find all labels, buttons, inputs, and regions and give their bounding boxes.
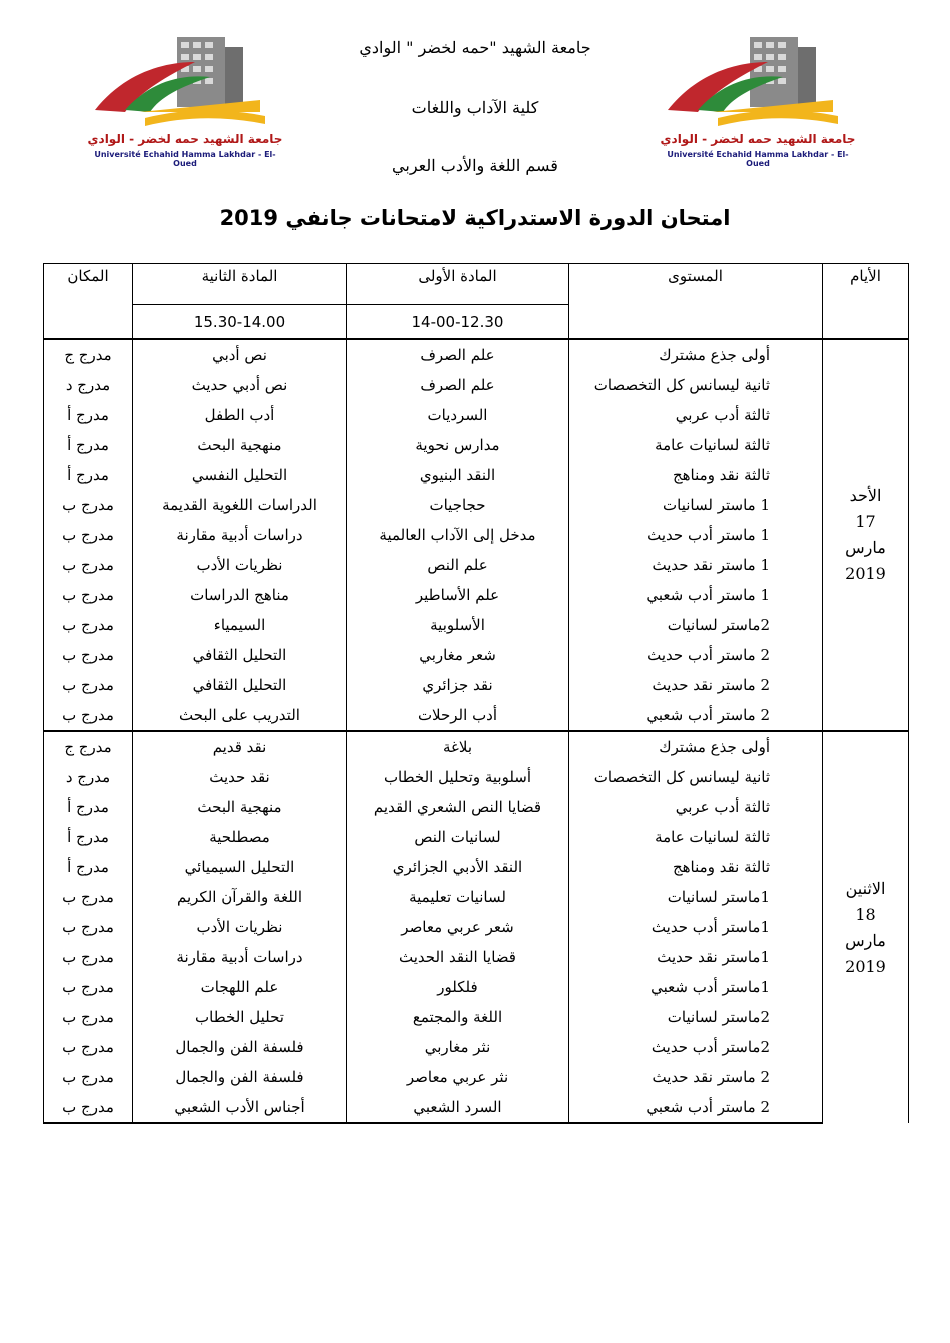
place-cell: مدرج ب bbox=[44, 670, 133, 700]
table-row bbox=[44, 460, 909, 490]
table-row bbox=[44, 822, 909, 852]
day-cell bbox=[823, 339, 909, 731]
time-subject1: 14-00-12.30 bbox=[347, 305, 569, 340]
table-row bbox=[44, 520, 909, 550]
subject1-cell: النقد البنيوي bbox=[347, 460, 569, 490]
place-cell: مدرج ب bbox=[44, 700, 133, 731]
faculty-name: كلية الآداب واللغات bbox=[411, 98, 539, 117]
table-row bbox=[44, 640, 909, 670]
logo-caption-fr: Université Echahid Hamma Lakhdar - El-Oued bbox=[667, 150, 849, 168]
subject2-cell: التحليل الثقافي bbox=[133, 670, 347, 700]
table-row bbox=[44, 792, 909, 822]
logo-caption-ar: جامعة الشهيد حمه لخضر - الوادي bbox=[87, 132, 283, 146]
level-cell: 2 ماستر أدب حديث bbox=[569, 640, 823, 670]
level-cell: ثالثة لسانيات عامة bbox=[569, 430, 823, 460]
level-cell: ثانية ليسانس كل التخصصات bbox=[569, 370, 823, 400]
table-row bbox=[44, 1092, 909, 1123]
subject2-cell: نقد حديث bbox=[133, 762, 347, 792]
header-place: المكان bbox=[44, 264, 133, 340]
level-cell: 1 ماستر أدب حديث bbox=[569, 520, 823, 550]
level-cell: ثالثة أدب عربي bbox=[569, 400, 823, 430]
header-level: المستوى bbox=[569, 264, 823, 340]
level-cell: 2 ماستر نقد حديث bbox=[569, 1062, 823, 1092]
subject1-cell: قضايا النص الشعري القديم bbox=[347, 792, 569, 822]
subject1-cell: النقد الأدبي الجزائري bbox=[347, 852, 569, 882]
place-cell: مدرج ب bbox=[44, 580, 133, 610]
subject2-cell: نص أدبي حديث bbox=[133, 370, 347, 400]
subject2-cell: مصطلحية bbox=[133, 822, 347, 852]
table-row bbox=[44, 912, 909, 942]
place-cell: مدرج د bbox=[44, 762, 133, 792]
subject1-cell: السرديات bbox=[347, 400, 569, 430]
subject1-cell: اللغة والمجتمع bbox=[347, 1002, 569, 1032]
subject2-cell: التحليل النفسي bbox=[133, 460, 347, 490]
header-subject2: المادة الثانية bbox=[133, 264, 347, 305]
table-row bbox=[44, 1062, 909, 1092]
time-subject2: 15.30-14.00 bbox=[133, 305, 347, 340]
level-cell: 2ماستر لسانيات bbox=[569, 1002, 823, 1032]
level-cell: أولى جذع مشترك bbox=[569, 731, 823, 762]
table-row bbox=[44, 400, 909, 430]
subject1-cell: مدخل إلى الآداب العالمية bbox=[347, 520, 569, 550]
subject2-cell: مناهج الدراسات bbox=[133, 580, 347, 610]
table-row bbox=[44, 370, 909, 400]
day-line3: مارس bbox=[845, 538, 886, 557]
subject2-cell: التدريب على البحث bbox=[133, 700, 347, 731]
place-cell: مدرج أ bbox=[44, 852, 133, 882]
place-cell: مدرج ج bbox=[44, 731, 133, 762]
place-cell: مدرج أ bbox=[44, 460, 133, 490]
level-cell: 1ماستر لسانيات bbox=[569, 882, 823, 912]
subject2-cell: أدب الطفل bbox=[133, 400, 347, 430]
subject1-cell: علم الأساطير bbox=[347, 580, 569, 610]
place-cell: مدرج ب bbox=[44, 490, 133, 520]
table-header-row bbox=[44, 264, 909, 305]
place-cell: مدرج ب bbox=[44, 942, 133, 972]
subject1-cell: قضايا النقد الحديث bbox=[347, 942, 569, 972]
table-row bbox=[44, 852, 909, 882]
subject2-cell: نص أدبي bbox=[133, 339, 347, 370]
subject1-cell: لسانيات تعليمية bbox=[347, 882, 569, 912]
place-cell: مدرج د bbox=[44, 370, 133, 400]
level-cell: ثالثة أدب عربي bbox=[569, 792, 823, 822]
subject2-cell: نظريات الأدب bbox=[133, 550, 347, 580]
table-row bbox=[44, 430, 909, 460]
place-cell: مدرج أ bbox=[44, 822, 133, 852]
university-name: جامعة الشهيد "حمه لخضر " الوادي bbox=[359, 38, 591, 57]
subject2-cell: التحليل الثقافي bbox=[133, 640, 347, 670]
subject1-cell: نثر مغاربي bbox=[347, 1032, 569, 1062]
level-cell: 1ماستر نقد حديث bbox=[569, 942, 823, 972]
table-row bbox=[44, 700, 909, 731]
table-row bbox=[44, 490, 909, 520]
place-cell: مدرج ب bbox=[44, 1002, 133, 1032]
place-cell: مدرج أ bbox=[44, 430, 133, 460]
place-cell: مدرج ب bbox=[44, 912, 133, 942]
place-cell: مدرج ج bbox=[44, 339, 133, 370]
place-cell: مدرج ب bbox=[44, 520, 133, 550]
subject2-cell: فلسفة الفن والجمال bbox=[133, 1032, 347, 1062]
subject1-cell: السرد الشعبي bbox=[347, 1092, 569, 1123]
subject2-cell: نظريات الأدب bbox=[133, 912, 347, 942]
day-line2: 18 bbox=[855, 904, 876, 924]
subject2-cell: فلسفة الفن والجمال bbox=[133, 1062, 347, 1092]
subject1-cell: فلكلور bbox=[347, 972, 569, 1002]
place-cell: مدرج ب bbox=[44, 640, 133, 670]
logo-caption-ar: جامعة الشهيد حمه لخضر - الوادي bbox=[660, 132, 856, 146]
level-cell: ثالثة لسانيات عامة bbox=[569, 822, 823, 852]
table-row bbox=[44, 972, 909, 1002]
subject2-cell: منهجية البحث bbox=[133, 430, 347, 460]
level-cell: 2 ماستر أدب شعبي bbox=[569, 1092, 823, 1123]
day-line4: 2019 bbox=[845, 564, 886, 583]
table-row bbox=[44, 580, 909, 610]
day-line1: الأحد bbox=[849, 486, 882, 505]
table-row bbox=[44, 339, 909, 370]
place-cell: مدرج ب bbox=[44, 882, 133, 912]
level-cell: 2ماستر لسانيات bbox=[569, 610, 823, 640]
subject2-cell: التحليل السيميائي bbox=[133, 852, 347, 882]
subject2-cell: أجناس الأدب الشعبي bbox=[133, 1092, 347, 1123]
page-title: امتحان الدورة الاستدراكية لامتحانات جانفي 2019 bbox=[219, 206, 731, 230]
place-cell: مدرج ب bbox=[44, 1062, 133, 1092]
subject1-cell: علم الصرف bbox=[347, 339, 569, 370]
place-cell: مدرج أ bbox=[44, 400, 133, 430]
level-cell: أولى جذع مشترك bbox=[569, 339, 823, 370]
table-row bbox=[44, 1002, 909, 1032]
subject2-cell: الدراسات اللغوية القديمة bbox=[133, 490, 347, 520]
header-subject1: المادة الأولى bbox=[347, 264, 569, 305]
header-days: الأيام bbox=[823, 264, 909, 340]
place-cell: مدرج ب bbox=[44, 550, 133, 580]
subject1-cell: الأسلوبية bbox=[347, 610, 569, 640]
subject1-cell: أدب الرحلات bbox=[347, 700, 569, 731]
day-cell bbox=[823, 731, 909, 1123]
place-cell: مدرج ب bbox=[44, 972, 133, 1002]
subject1-cell: مدارس نحوية bbox=[347, 430, 569, 460]
table-row bbox=[44, 731, 909, 762]
place-cell: مدرج أ bbox=[44, 792, 133, 822]
logo-caption-fr: Université Echahid Hamma Lakhdar - El-Oued bbox=[94, 150, 276, 168]
subject1-cell: نثر عربي معاصر bbox=[347, 1062, 569, 1092]
level-cell: ثالثة نقد ومناهج bbox=[569, 460, 823, 490]
subject1-cell: أسلوبية وتحليل الخطاب bbox=[347, 762, 569, 792]
place-cell: مدرج ب bbox=[44, 610, 133, 640]
table-row bbox=[44, 762, 909, 792]
table-row bbox=[44, 670, 909, 700]
level-cell: ثالثة نقد ومناهج bbox=[569, 852, 823, 882]
subject1-cell: شعر عربي معاصر bbox=[347, 912, 569, 942]
day-line1: الاثنين bbox=[845, 878, 886, 898]
subject2-cell: تحليل الخطاب bbox=[133, 1002, 347, 1032]
exam-schedule-table bbox=[43, 263, 909, 1124]
level-cell: 1 ماستر لسانيات bbox=[569, 490, 823, 520]
level-cell: 1ماستر أدب حديث bbox=[569, 912, 823, 942]
subject2-cell: نقد قديم bbox=[133, 731, 347, 762]
subject1-cell: حجاجيات bbox=[347, 490, 569, 520]
day-line3: مارس bbox=[845, 930, 886, 950]
table-row bbox=[44, 610, 909, 640]
level-cell: 1ماستر أدب شعبي bbox=[569, 972, 823, 1002]
subject2-cell: دراسات أدبية مقارنة bbox=[133, 942, 347, 972]
table-row bbox=[44, 942, 909, 972]
day-line4: 2019 bbox=[845, 956, 886, 976]
subject2-cell: منهجية البحث bbox=[133, 792, 347, 822]
table-row bbox=[44, 1032, 909, 1062]
subject1-cell: شعر مغاربي bbox=[347, 640, 569, 670]
place-cell: مدرج ب bbox=[44, 1032, 133, 1062]
subject2-cell: السيمياء bbox=[133, 610, 347, 640]
day-line2: 17 bbox=[855, 512, 876, 531]
level-cell: ثانية ليسانس كل التخصصات bbox=[569, 762, 823, 792]
subject2-cell: دراسات أدبية مقارنة bbox=[133, 520, 347, 550]
table-row bbox=[44, 550, 909, 580]
level-cell: 2 ماستر نقد حديث bbox=[569, 670, 823, 700]
subject1-cell: علم النص bbox=[347, 550, 569, 580]
subject2-cell: اللغة والقرآن الكريم bbox=[133, 882, 347, 912]
subject1-cell: لسانيات النص bbox=[347, 822, 569, 852]
subject2-cell: علم اللهجات bbox=[133, 972, 347, 1002]
level-cell: 2 ماستر أدب شعبي bbox=[569, 700, 823, 731]
level-cell: 1 ماستر نقد حديث bbox=[569, 550, 823, 580]
subject1-cell: علم الصرف bbox=[347, 370, 569, 400]
subject1-cell: نقد جزائري bbox=[347, 670, 569, 700]
department-name: قسم اللغة والأدب العربي bbox=[392, 156, 558, 175]
place-cell: مدرج ب bbox=[44, 1092, 133, 1123]
subject1-cell: بلاغة bbox=[347, 731, 569, 762]
level-cell: 1 ماستر أدب شعبي bbox=[569, 580, 823, 610]
table-row bbox=[44, 882, 909, 912]
level-cell: 2ماستر أدب حديث bbox=[569, 1032, 823, 1062]
